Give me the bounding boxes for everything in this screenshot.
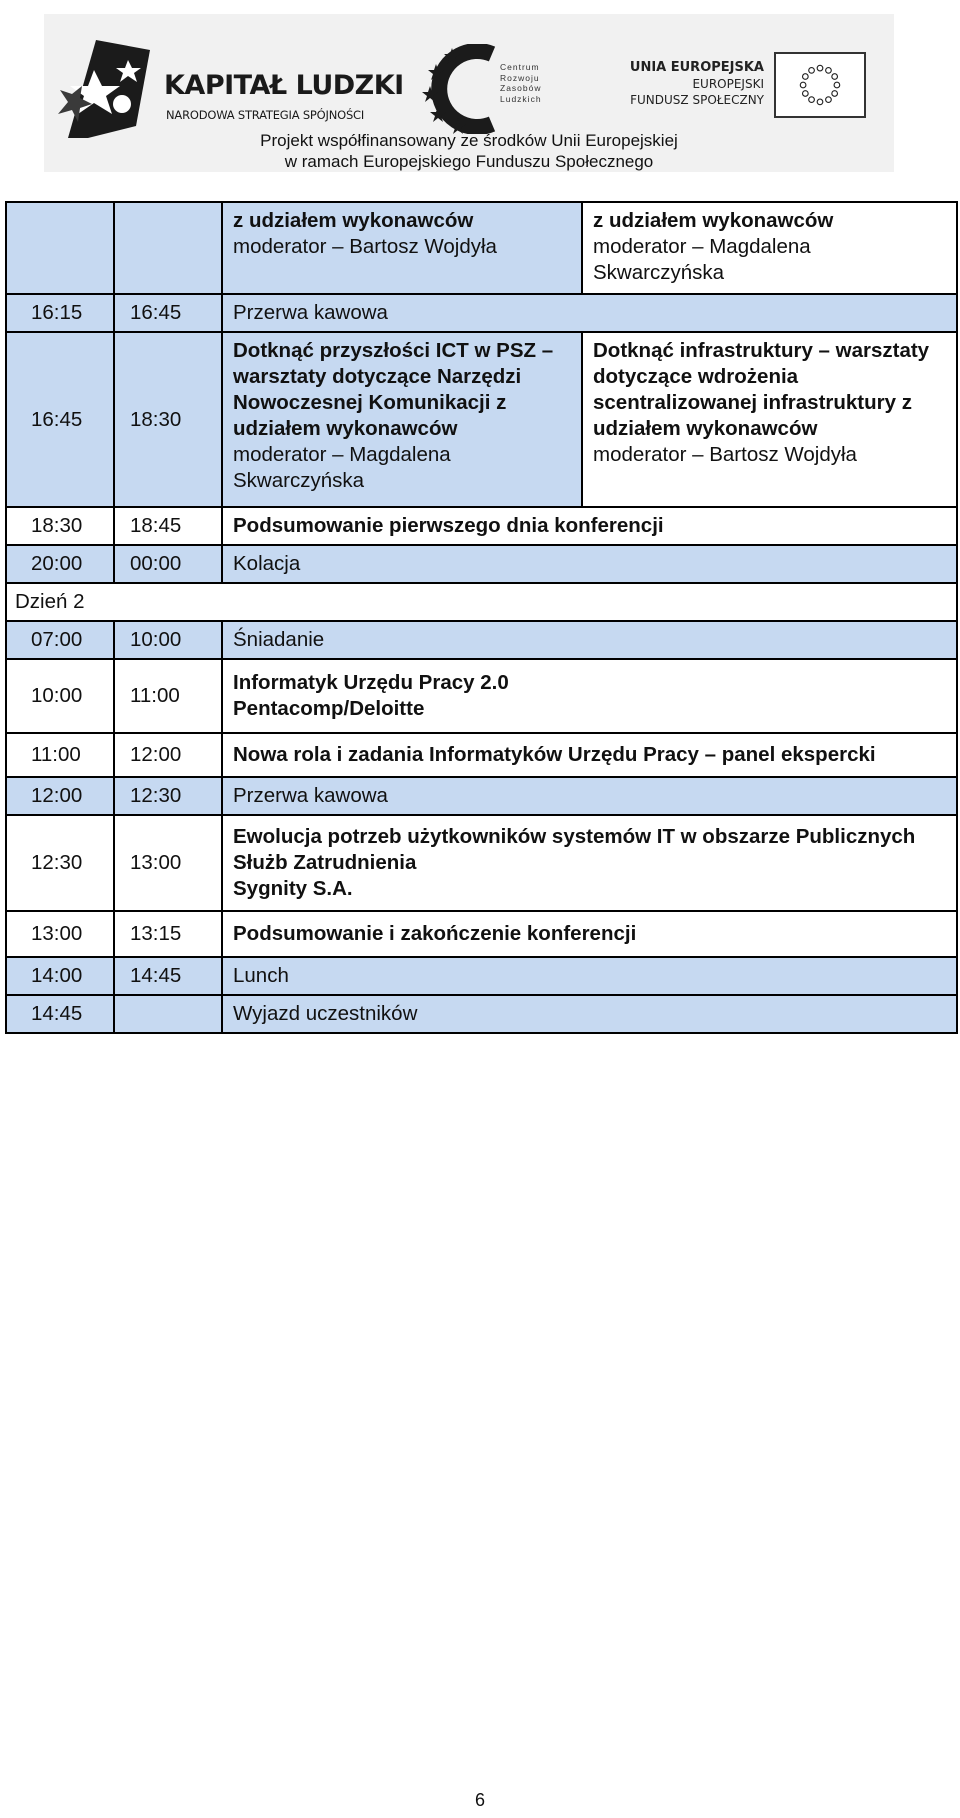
end-time: 11:00 [114,659,222,733]
session-cell-right [582,202,957,294]
crzl-word: Centrum [500,62,540,72]
end-time: 00:00 [114,545,222,583]
session-cell-left [222,202,582,294]
funding-note-line-1: Projekt współfinansowany ze środków Unii Europejskiej [260,131,678,150]
funding-note-line-2: w ramach Europejskiego Funduszu Społecznego [284,152,654,171]
crzl-name [500,62,560,104]
table-row [6,733,957,777]
crzl-logo [422,44,582,134]
table-row [6,621,957,659]
funding-note [44,130,894,172]
session-moderator: moderator – Magdalena Skwarczyńska [233,443,451,492]
end-time: 18:45 [114,507,222,545]
eu-flag-icon [774,52,866,118]
session-moderator: moderator – Bartosz Wojdyła [593,443,857,466]
eu-logo [624,52,904,132]
kapital-ludzki-name: KAPITAŁ LUDZKI [164,70,404,101]
crzl-stars-icon [422,44,512,134]
start-time: 13:00 [6,911,114,957]
start-time: 16:15 [6,294,114,332]
session-speaker: Pentacomp/Deloitte [233,697,425,720]
kapital-ludzki-tagline: NARODOWA STRATEGIA SPÓJNOŚCI [166,108,365,122]
session-cell-left [222,332,582,507]
item-label: Przerwa kawowa [222,294,957,332]
session-title: Ewolucja potrzeb użytkowników systemów IT w obszarze Publicznych Służb Zatrudnienia [233,825,916,874]
item-label: Wyjazd uczestników [222,995,957,1033]
start-time: 14:45 [6,995,114,1033]
session-title: z udziałem wykonawców [593,209,834,232]
item-label: Kolacja [222,545,957,583]
start-time: 20:00 [6,545,114,583]
start-time: 07:00 [6,621,114,659]
end-time: 13:00 [114,815,222,911]
table-row [6,815,957,911]
page-number: 6 [474,1790,485,1810]
item-label: Lunch [222,957,957,995]
table-row [6,777,957,815]
end-time [114,995,222,1033]
end-time: 14:45 [114,957,222,995]
end-time: 12:00 [114,733,222,777]
conference-schedule-table [5,201,958,1034]
start-time-cell [6,202,114,294]
table-row [6,294,957,332]
table-row [6,995,957,1033]
session-moderator: moderator – Bartosz Wojdyła [233,235,497,258]
session-cell [222,815,957,911]
item-label: Nowa rola i zadania Informatyków Urzędu Pracy – panel ekspercki [222,733,957,777]
crzl-word: Rozwoju [500,72,540,83]
session-title: Dotknąć przyszłości ICT w PSZ – warsztaty dotyczące Narzędzi Nowoczesnej Komunikacji z udziałem wykonawców [233,339,554,440]
table-row [6,202,957,294]
item-label: Śniadanie [222,621,957,659]
eu-line-2: EUROPEJSKI [692,77,764,91]
end-time-cell [114,202,222,294]
session-title: Dotknąć infrastruktury – warsztaty dotyczące wdrożenia scentralizowanej infrastruktury z udziałem wykonawców [593,339,930,440]
table-row [6,911,957,957]
table-row [6,583,957,621]
start-time: 16:45 [6,332,114,507]
start-time: 14:00 [6,957,114,995]
kapital-ludzki-logo [58,30,404,140]
eu-title: UNIA EUROPEJSKA [629,60,764,75]
session-cell [222,659,957,733]
table-row [6,332,957,507]
day-heading: Dzień 2 [6,583,957,621]
crzl-word: Zasobów [500,83,542,93]
start-time: 18:30 [6,507,114,545]
start-time: 12:30 [6,815,114,911]
end-time: 13:15 [114,911,222,957]
table-row [6,545,957,583]
item-label: Podsumowanie pierwszego dnia konferencji [222,507,957,545]
session-cell-right [582,332,957,507]
item-label: Przerwa kawowa [222,777,957,815]
table-row [6,507,957,545]
kapital-ludzki-star-icon [58,30,158,140]
crzl-word: Ludzkich [500,93,542,104]
start-time: 10:00 [6,659,114,733]
start-time: 11:00 [6,733,114,777]
eu-text [624,60,764,108]
table-row [6,659,957,733]
session-moderator: moderator – Magdalena Skwarczyńska [593,235,811,284]
page-header [44,14,894,172]
item-label: Podsumowanie i zakończenie konferencji [222,911,957,957]
table-row [6,957,957,995]
start-time: 12:00 [6,777,114,815]
end-time: 16:45 [114,294,222,332]
session-title: z udziałem wykonawców [233,209,474,232]
session-speaker: Sygnity S.A. [233,877,353,900]
session-title: Informatyk Urzędu Pracy 2.0 [233,671,509,694]
eu-line-3: FUNDUSZ SPOŁECZNY [630,93,764,107]
end-time: 12:30 [114,777,222,815]
end-time: 18:30 [114,332,222,507]
end-time: 10:00 [114,621,222,659]
